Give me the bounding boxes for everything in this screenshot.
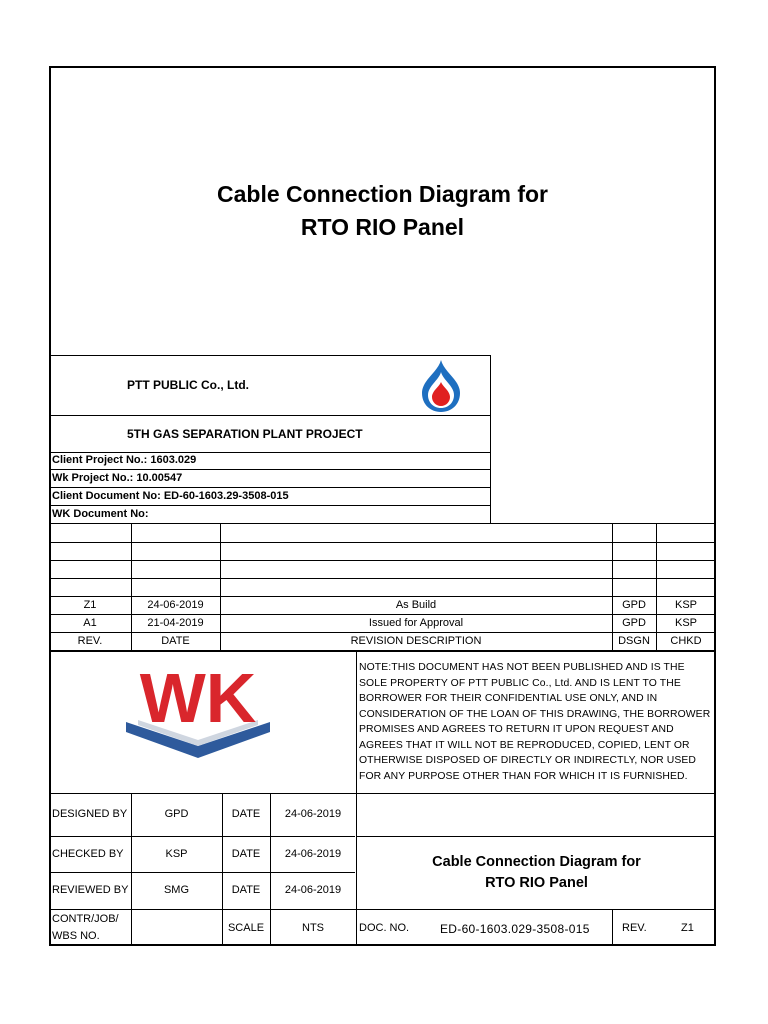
divider (49, 469, 491, 470)
divider (49, 505, 491, 506)
contr-label-line2: WBS NO. (52, 930, 100, 942)
contr-label-line1: CONTR/JOB/ (52, 913, 119, 925)
rev-desc-cell: Issued for Approval (368, 617, 464, 629)
designed-by-label: DESIGNED BY (52, 808, 128, 820)
rev-col-line (656, 523, 657, 650)
designed-date: 24-06-2019 (284, 808, 342, 820)
divider (49, 650, 716, 652)
doc-no-value: ED-60-1603.029-3508-015 (440, 922, 590, 936)
rev-dsgn-cell: GPD (622, 599, 646, 611)
scale-label: SCALE (227, 922, 265, 934)
divider (49, 415, 491, 416)
wk-logo-text: WK (139, 662, 257, 737)
doc-no-label: DOC. NO. (359, 922, 410, 934)
wk-document-no: WK Document No: (52, 508, 149, 520)
ptt-logo-icon (416, 358, 466, 414)
revision-description-header: REVISION DESCRIPTION (350, 635, 482, 647)
client-box-right-line (490, 355, 491, 524)
checked-by-label: CHECKED BY (52, 848, 124, 860)
rev-chkd-cell: KSP (674, 599, 697, 611)
project-name: 5TH GAS SEPARATION PLANT PROJECT (127, 427, 363, 441)
reviewed-by-label: REVIEWED BY (52, 884, 129, 896)
date-label: DATE (231, 808, 261, 820)
divider (49, 836, 355, 837)
divider (49, 596, 716, 597)
date-header: DATE (161, 635, 190, 647)
rev-col-line (131, 523, 132, 650)
note-left-line (356, 650, 357, 946)
reviewed-date: 24-06-2019 (284, 884, 342, 896)
wk-project-no: Wk Project No.: 10.00547 (52, 472, 183, 484)
title-block-line2: RTO RIO Panel (485, 875, 588, 891)
divider (49, 793, 716, 794)
confidentiality-note: NOTE:THIS DOCUMENT HAS NOT BEEN PUBLISHED AND IS THE SOLE PROPERTY OF PTT PUBLIC Co., Ltd. AND IS LENT TO THE BORROWER FOR THEIR CONFIDENTIAL USE ONLY, AND IN CONSIDERATION OF THE LOAN OF THIS DRAWING, THE BORROWER PROMISES AND AGREES TO RETURN IT UPON REQUEST AND AGREES THAT IT WILL NOT BE REPRODUCED, COPIED, LENT OR OTHERWISE DISPOSED OF DIRECTLY OR INDIRECTLY, NOR USED FOR ANY PURPOSE OTHER THAN FOR WHICH IT IS FURNISHED. (359, 662, 711, 782)
signoff-col-line (612, 909, 613, 946)
wk-logo-icon (118, 662, 278, 762)
divider (49, 523, 716, 524)
divider (49, 487, 491, 488)
cover-title-line2: RTO RIO Panel (300, 214, 465, 240)
dsgn-header: DSGN (618, 635, 650, 647)
rev-dsgn-cell: GPD (622, 617, 646, 629)
divider (356, 836, 716, 837)
rev-col-line (220, 523, 221, 650)
divider (49, 560, 716, 561)
title-block-line1: Cable Connection Diagram for (432, 854, 641, 870)
checked-by-value: KSP (165, 848, 188, 860)
designed-by-value: GPD (164, 808, 189, 820)
rev-header: REV. (77, 635, 103, 647)
divider (49, 632, 716, 633)
date-label: DATE (231, 884, 261, 896)
rev-date-cell: 24-06-2019 (147, 599, 204, 611)
rev-value: Z1 (681, 922, 694, 934)
client-box-top-line (49, 355, 491, 356)
chkd-header: CHKD (670, 635, 702, 647)
divider (49, 614, 716, 615)
client-company: PTT PUBLIC Co., Ltd. (127, 378, 249, 392)
divider (49, 542, 716, 543)
scale-value: NTS (302, 922, 324, 934)
divider (49, 452, 491, 453)
checked-date: 24-06-2019 (284, 848, 342, 860)
date-label: DATE (231, 848, 261, 860)
rev-date-cell: 21-04-2019 (147, 617, 204, 629)
rev-desc-cell: As Build (395, 599, 437, 611)
rev-cell: A1 (83, 617, 97, 629)
divider (49, 578, 716, 579)
client-document-no: Client Document No: ED-60-1603.29-3508-015 (52, 490, 289, 502)
client-project-no: Client Project No.: 1603.029 (52, 454, 197, 466)
reviewed-by-value: SMG (163, 884, 190, 896)
rev-col-line (612, 523, 613, 650)
rev-chkd-cell: KSP (674, 617, 697, 629)
divider (49, 909, 716, 910)
rev-label: REV. (622, 922, 647, 934)
cover-title-line1: Cable Connection Diagram for (217, 181, 548, 207)
rev-cell: Z1 (83, 599, 97, 611)
divider (49, 872, 355, 873)
